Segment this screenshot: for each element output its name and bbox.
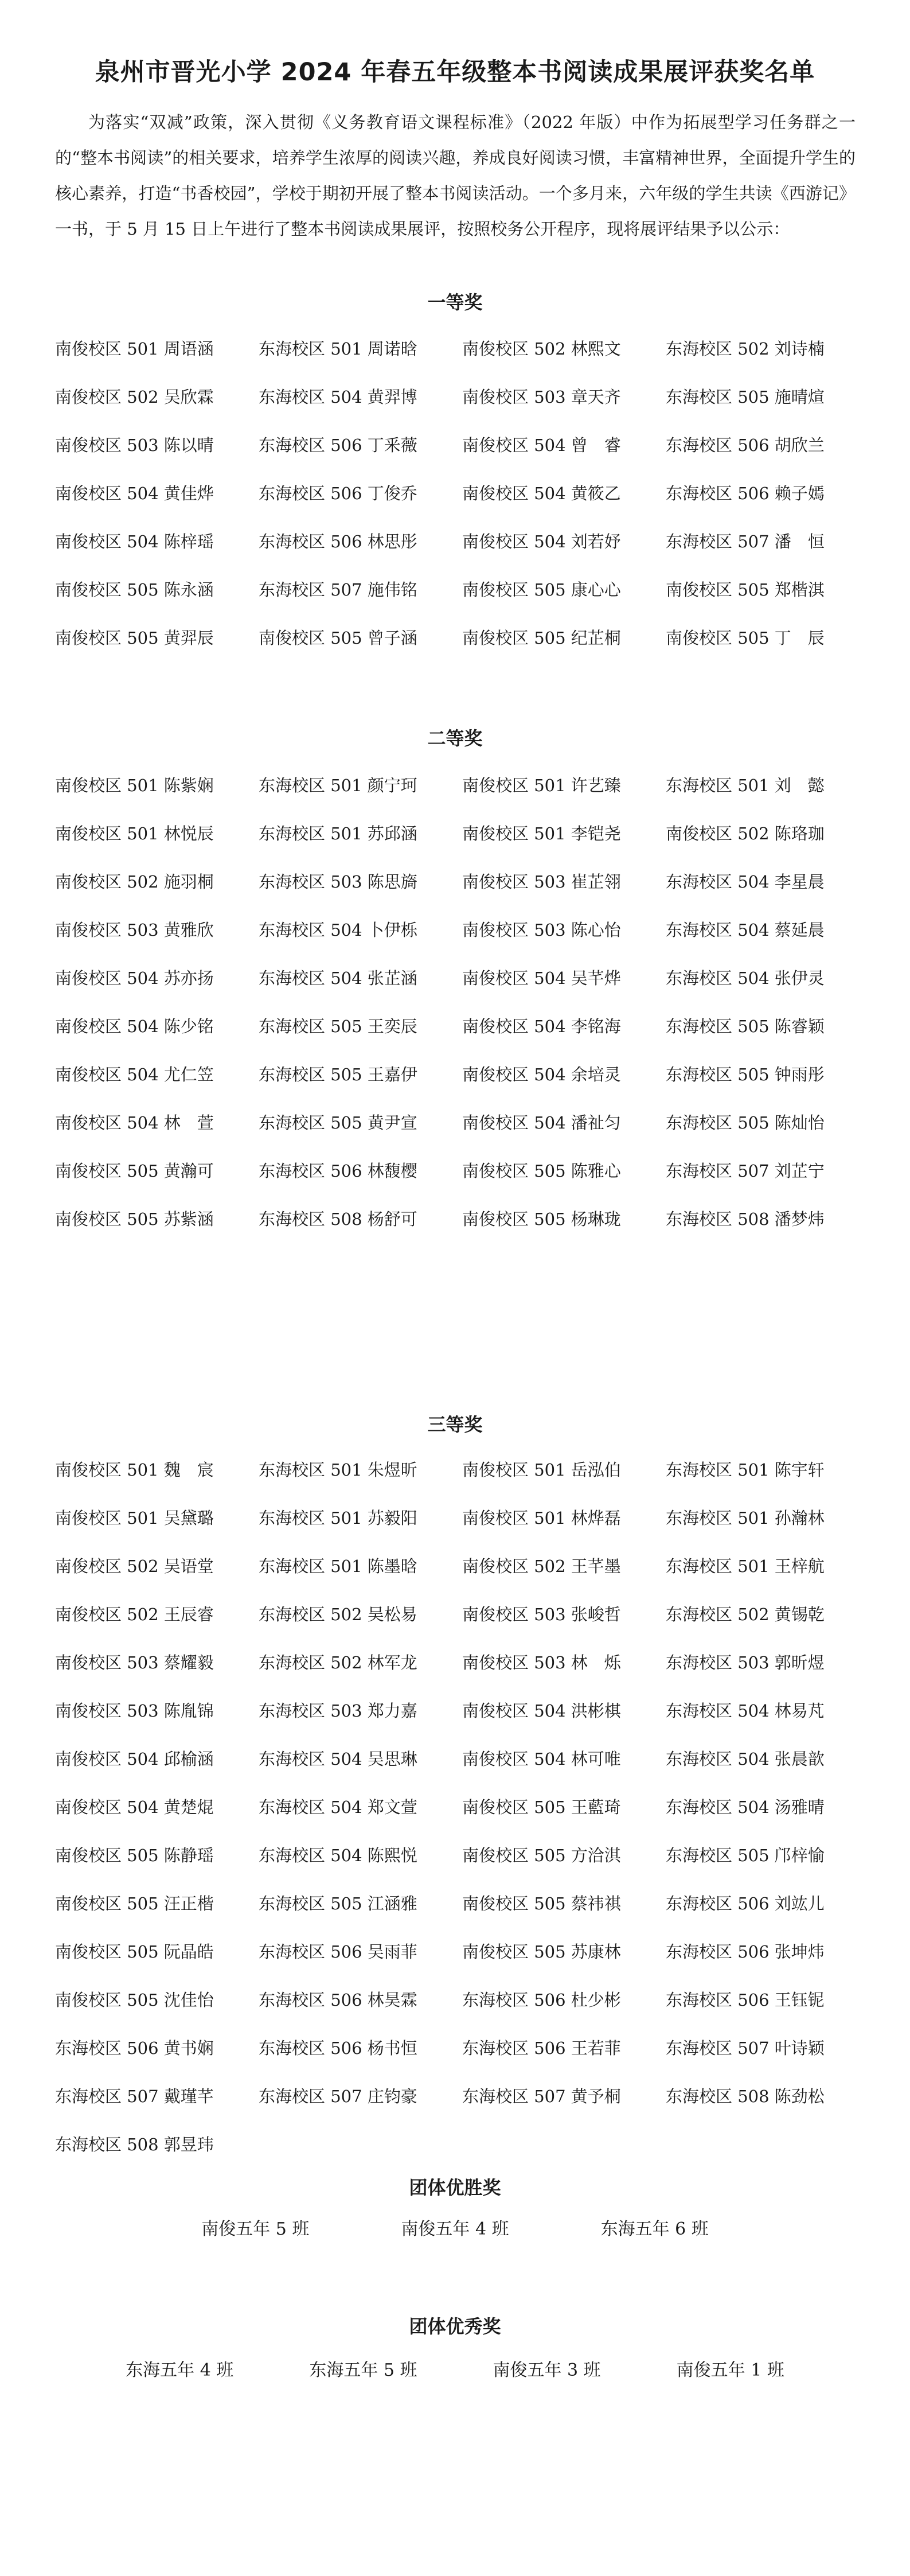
awardee-entry: 南俊校区 504 吴芊烨 xyxy=(462,968,621,988)
awardee-entry: 南俊校区 505 陈雅心 xyxy=(462,1161,621,1181)
awardee-entry: 东海校区 501 周诺晗 xyxy=(259,339,417,359)
awardee-entry: 东海校区 507 叶诗颖 xyxy=(666,2038,825,2058)
awardee-entry: 东海校区 505 邝梓愉 xyxy=(666,1846,825,1865)
awardee-entry: 东海校区 506 吴雨菲 xyxy=(259,1942,417,1962)
awardee-entry: 南俊校区 505 沈佳怡 xyxy=(55,1990,214,2010)
intro-paragraph: 为落实“双减”政策，深入贯彻《义务教育语文课程标准》（2022 年版）中作为拓展型学习任务群之一的“整本书阅读”的相关要求，培养学生浓厚的阅读兴趣，养成良好阅读习惯，丰富精神世界，全面提升学生的核心素养，打造“书香校园”，学校于期初开展了整本书阅读活动。一个多月来，六年级的学生共读《西游记》一书，于 5 月 15 日上午进行了整本书阅读成果展评，按照校务公开程序，现将展评结果予以公示： xyxy=(55,112,856,239)
awardee-entry: 南俊校区 502 施羽桐 xyxy=(55,872,214,892)
awardee-entry: 东海校区 506 林昊霖 xyxy=(259,1990,417,2010)
awardee-entry: 东海校区 507 庄钧豪 xyxy=(259,2087,417,2106)
awardee-entry: 东海校区 505 王嘉伊 xyxy=(259,1065,417,1084)
awardee-entry: 东海校区 504 黄羿博 xyxy=(259,387,417,407)
awardee-entry: 东海校区 505 江涵雅 xyxy=(259,1894,417,1913)
awardee-entry: 东海校区 507 黄予桐 xyxy=(462,2087,621,2106)
awardee-entry: 南俊校区 503 陈心怡 xyxy=(462,920,621,940)
team-outstanding-list xyxy=(0,2356,910,2381)
awardee-entry: 东海校区 501 陈宇轩 xyxy=(666,1460,825,1480)
team-excellence-item: 南俊五年 5 班 xyxy=(201,2219,310,2239)
awardee-entry: 东海校区 501 苏邱涵 xyxy=(259,824,417,843)
awardee-entry: 东海校区 508 陈劲松 xyxy=(666,2087,825,2106)
awardee-entry: 东海校区 506 王钰铌 xyxy=(666,1990,825,2010)
awardee-entry: 东海校区 506 黄书娴 xyxy=(55,2038,214,2058)
awardee-entry: 南俊校区 504 潘祉匀 xyxy=(462,1113,621,1133)
awardee-entry: 南俊校区 505 杨琳珑 xyxy=(462,1209,621,1229)
awardee-entry: 南俊校区 504 李铭海 xyxy=(462,1017,621,1036)
document-title: 泉州市晋光小学 2024 年春五年级整本书阅读成果展评获奖名单 xyxy=(95,58,815,87)
awardee-entry: 南俊校区 502 林熙文 xyxy=(462,339,621,359)
awardee-entry: 南俊校区 501 吴黛璐 xyxy=(55,1508,214,1528)
second-prize-heading: 二等奖 xyxy=(427,727,483,749)
awardee-entry: 东海校区 504 张伊灵 xyxy=(666,968,825,988)
awardee-entry: 南俊校区 504 洪彬棋 xyxy=(462,1701,621,1721)
awardee-entry: 东海校区 506 杜少彬 xyxy=(462,1990,621,2010)
awardee-entry: 东海校区 505 黄尹宣 xyxy=(259,1113,417,1133)
awardee-entry: 东海校区 501 颜宁珂 xyxy=(259,776,417,795)
awardee-entry: 东海校区 504 李星晨 xyxy=(666,872,825,892)
awardee-entry: 南俊校区 505 黄羿辰 xyxy=(55,628,214,648)
team-outstanding-heading: 团体优秀奖 xyxy=(409,2316,501,2337)
awardee-entry: 南俊校区 505 蔡祎祺 xyxy=(462,1894,621,1913)
awardee-entry: 东海校区 502 刘诗楠 xyxy=(666,339,825,359)
awardee-entry: 东海校区 506 赖子嫣 xyxy=(666,484,825,503)
awardee-entry: 南俊校区 503 林 烁 xyxy=(462,1653,621,1672)
awardee-entry: 东海校区 508 杨舒可 xyxy=(259,1209,417,1229)
awardee-entry: 南俊校区 505 丁 辰 xyxy=(666,628,825,648)
awardee-entry: 南俊校区 501 周语涵 xyxy=(55,339,214,359)
awardee-entry: 南俊校区 501 许艺臻 xyxy=(462,776,621,795)
awardee-entry: 东海校区 506 张坤炜 xyxy=(666,1942,825,1962)
awardee-entry: 东海校区 503 郭昕煜 xyxy=(666,1653,825,1672)
awardee-entry: 南俊校区 502 王芊墨 xyxy=(462,1557,621,1576)
awardee-entry: 南俊校区 503 陈以晴 xyxy=(55,435,214,455)
awardee-entry: 东海校区 507 戴瑾芊 xyxy=(55,2087,214,2106)
awardee-entry: 南俊校区 501 岳泓伯 xyxy=(462,1460,621,1480)
awardee-entry: 南俊校区 502 吴语堂 xyxy=(55,1557,214,1576)
awardee-entry: 东海校区 504 张芷涵 xyxy=(259,968,417,988)
awardee-entry: 南俊校区 504 黄佳烨 xyxy=(55,484,214,503)
awardee-entry: 东海校区 506 王若菲 xyxy=(462,2038,621,2058)
awardee-entry: 南俊校区 505 方洽淇 xyxy=(462,1846,621,1865)
awardee-entry: 东海校区 503 陈思旖 xyxy=(259,872,417,892)
awardee-entry: 南俊校区 504 陈少铭 xyxy=(55,1017,214,1036)
team-outstanding-item: 东海五年 5 班 xyxy=(309,2360,417,2380)
awardee-entry: 南俊校区 501 林烨磊 xyxy=(462,1508,621,1528)
awardee-entry: 东海校区 506 胡欣兰 xyxy=(666,435,825,455)
awardee-entry: 东海校区 504 郑文萱 xyxy=(259,1797,417,1817)
awardee-entry: 东海校区 507 施伟铭 xyxy=(259,580,417,600)
awardee-entry: 东海校区 504 蔡延晨 xyxy=(666,920,825,940)
awardee-entry: 东海校区 505 王奕辰 xyxy=(259,1017,417,1036)
awardee-entry: 东海校区 507 潘 恒 xyxy=(666,532,825,551)
team-excellence-heading: 团体优胜奖 xyxy=(409,2177,501,2198)
awardee-entry: 东海校区 501 刘 懿 xyxy=(666,776,825,795)
awardee-entry: 南俊校区 505 黄瀚可 xyxy=(55,1161,214,1181)
awardee-entry: 南俊校区 505 陈静瑶 xyxy=(55,1846,214,1865)
awardee-entry: 南俊校区 501 魏 宸 xyxy=(55,1460,214,1480)
third-prize-list xyxy=(55,1446,869,2169)
awardee-entry: 南俊校区 502 王辰睿 xyxy=(55,1605,214,1624)
awardee-entry: 南俊校区 505 王藍琦 xyxy=(462,1797,621,1817)
awardee-entry: 东海校区 502 黄锡乾 xyxy=(666,1605,825,1624)
awardee-entry: 东海校区 506 林思彤 xyxy=(259,532,417,551)
awardee-entry: 南俊校区 501 林悦辰 xyxy=(55,824,214,843)
team-outstanding-item: 南俊五年 1 班 xyxy=(676,2360,784,2380)
awardee-entry: 东海校区 501 孙瀚林 xyxy=(666,1508,825,1528)
third-prize-heading: 三等奖 xyxy=(427,1414,483,1435)
awardee-entry: 南俊校区 505 郑楷淇 xyxy=(666,580,825,600)
awardee-entry: 南俊校区 504 林可唯 xyxy=(462,1749,621,1769)
awardee-entry: 南俊校区 503 黄雅欣 xyxy=(55,920,214,940)
awardee-entry: 南俊校区 504 刘若妤 xyxy=(462,532,621,551)
awardee-entry: 南俊校区 505 纪芷桐 xyxy=(462,628,621,648)
awardee-entry: 东海校区 504 张晨歆 xyxy=(666,1749,825,1769)
awardee-entry: 东海校区 502 吴松易 xyxy=(259,1605,417,1624)
team-excellence-item: 南俊五年 4 班 xyxy=(401,2219,509,2239)
awardee-entry: 南俊校区 504 陈梓瑶 xyxy=(55,532,214,551)
awardee-entry: 南俊校区 505 曾子涵 xyxy=(259,628,417,648)
awardee-entry: 东海校区 505 施晴煊 xyxy=(666,387,825,407)
awardee-entry: 南俊校区 503 崔芷翎 xyxy=(462,872,621,892)
awardee-entry: 南俊校区 505 汪正楷 xyxy=(55,1894,214,1913)
first-prize-list xyxy=(55,325,869,662)
awardee-entry: 东海校区 508 郭昱玮 xyxy=(55,2135,214,2154)
awardee-entry: 南俊校区 505 陈永涵 xyxy=(55,580,214,600)
awardee-entry: 东海校区 504 吴思琳 xyxy=(259,1749,417,1769)
awardee-entry: 东海校区 504 陈熙悦 xyxy=(259,1846,417,1865)
second-prize-list xyxy=(55,761,869,1243)
awardee-entry: 东海校区 504 卜伊栎 xyxy=(259,920,417,940)
awardee-entry: 南俊校区 504 邱榆涵 xyxy=(55,1749,214,1769)
awardee-entry: 东海校区 501 王梓航 xyxy=(666,1557,825,1576)
awardee-entry: 南俊校区 501 李铠尧 xyxy=(462,824,621,843)
team-excellence-list xyxy=(0,2215,910,2240)
awardee-entry: 南俊校区 505 阮晶皓 xyxy=(55,1942,214,1962)
awardee-entry: 东海校区 505 陈灿怡 xyxy=(666,1113,825,1133)
awardee-entry: 东海校区 506 丁釆薇 xyxy=(259,435,417,455)
first-prize-heading: 一等奖 xyxy=(427,291,483,313)
awardee-entry: 南俊校区 504 苏亦扬 xyxy=(55,968,214,988)
awardee-entry: 东海校区 507 刘芷宁 xyxy=(666,1161,825,1181)
awardee-entry: 南俊校区 504 曾 睿 xyxy=(462,435,621,455)
awardee-entry: 南俊校区 505 苏紫涵 xyxy=(55,1209,214,1229)
awardee-entry: 南俊校区 503 章天齐 xyxy=(462,387,621,407)
awardee-entry: 东海校区 501 陈墨晗 xyxy=(259,1557,417,1576)
awardee-entry: 南俊校区 503 陈胤锦 xyxy=(55,1701,214,1721)
awardee-entry: 南俊校区 504 黄筱乙 xyxy=(462,484,621,503)
awardee-entry: 南俊校区 504 黄楚焜 xyxy=(55,1797,214,1817)
awardee-entry: 东海校区 503 郑力嘉 xyxy=(259,1701,417,1721)
team-outstanding-item: 南俊五年 3 班 xyxy=(493,2360,601,2380)
awardee-entry: 东海校区 506 林馥樱 xyxy=(259,1161,417,1181)
awardee-entry: 东海校区 505 陈睿颖 xyxy=(666,1017,825,1036)
awardee-entry: 东海校区 506 丁俊乔 xyxy=(259,484,417,503)
awardee-entry: 东海校区 506 杨书恒 xyxy=(259,2038,417,2058)
awardee-entry: 南俊校区 501 陈紫娴 xyxy=(55,776,214,795)
awardee-entry: 南俊校区 505 康心心 xyxy=(462,580,621,600)
awardee-entry: 南俊校区 503 蔡耀毅 xyxy=(55,1653,214,1672)
awardee-entry: 东海校区 504 林易芃 xyxy=(666,1701,825,1721)
awardee-entry: 南俊校区 504 余培灵 xyxy=(462,1065,621,1084)
team-outstanding-item: 东海五年 4 班 xyxy=(126,2360,234,2380)
awardee-entry: 南俊校区 504 尤仁笠 xyxy=(55,1065,214,1084)
awardee-entry: 东海校区 501 朱煜昕 xyxy=(259,1460,417,1480)
awardee-entry: 南俊校区 505 苏康林 xyxy=(462,1942,621,1962)
awardee-entry: 东海校区 508 潘梦炜 xyxy=(666,1209,825,1229)
awardee-entry: 南俊校区 502 陈珞珈 xyxy=(666,824,825,843)
team-excellence-item: 东海五年 6 班 xyxy=(600,2219,709,2239)
awardee-entry: 东海校区 506 刘竑儿 xyxy=(666,1894,825,1913)
awardee-entry: 东海校区 504 汤雅晴 xyxy=(666,1797,825,1817)
awardee-entry: 东海校区 502 林军龙 xyxy=(259,1653,417,1672)
awardee-entry: 南俊校区 502 吴欣霖 xyxy=(55,387,214,407)
awardee-entry: 南俊校区 504 林 萱 xyxy=(55,1113,214,1133)
awardee-entry: 东海校区 505 钟雨彤 xyxy=(666,1065,825,1084)
awardee-entry: 东海校区 501 苏毅阳 xyxy=(259,1508,417,1528)
awardee-entry: 南俊校区 503 张峻哲 xyxy=(462,1605,621,1624)
